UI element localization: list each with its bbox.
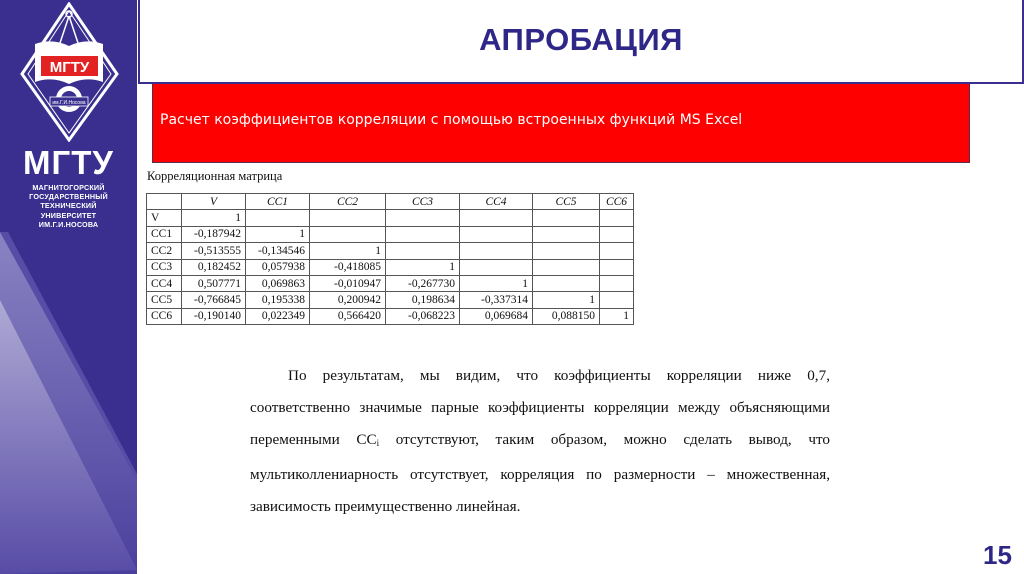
column-header xyxy=(147,194,182,210)
brand-subtitle-line: ГОСУДАРСТВЕННЫЙ xyxy=(29,192,108,202)
paragraph-text-part2: отсутствуют, таким образом, можно сделать вывод, что мультиколлениарность отсутствует, корреляция по размерности – множественная, зависимость преимущественно линейная. xyxy=(250,431,830,515)
table-cell: -0,766845 xyxy=(182,292,246,308)
banner-text: Расчет коэффициентов корреляции с помощью встроенных функций MS Excel xyxy=(160,112,743,128)
table-cell: 1 xyxy=(310,243,386,259)
column-header: CC2 xyxy=(310,194,386,210)
paragraph-subscript: i xyxy=(376,438,380,448)
table-cell: 0,057938 xyxy=(246,259,310,275)
table-cell: 1 xyxy=(182,210,246,226)
column-header: V xyxy=(182,194,246,210)
table-cell xyxy=(533,275,600,291)
table-cell: 1 xyxy=(600,308,634,324)
table-cell: -0,513555 xyxy=(182,243,246,259)
table-cell: 1 xyxy=(386,259,460,275)
table-cell xyxy=(533,226,600,242)
brand-subtitle-line: МАГНИТОГОРСКИЙ xyxy=(32,183,105,192)
column-header: CC6 xyxy=(600,194,634,210)
table-row xyxy=(147,226,634,242)
table-cell xyxy=(460,243,533,259)
row-label: CC6 xyxy=(147,308,182,324)
table-cell xyxy=(246,210,310,226)
table-cell xyxy=(600,210,634,226)
table-cell xyxy=(460,210,533,226)
table-row xyxy=(147,243,634,259)
table-cell xyxy=(600,275,634,291)
table-cell xyxy=(533,259,600,275)
table-header-row xyxy=(147,194,634,210)
table-cell: -0,337314 xyxy=(460,292,533,308)
brand-subtitle-line: ТЕХНИЧЕСКИЙ xyxy=(40,201,97,211)
brand-subtitle-line: ИМ.Г.И.НОСОВА xyxy=(38,219,99,229)
svg-text:им.Г.И.Носова: им.Г.И.Носова xyxy=(52,100,86,106)
table-cell: -0,267730 xyxy=(386,275,460,291)
table-cell xyxy=(460,226,533,242)
page-number: 15 xyxy=(983,540,1012,570)
table-cell xyxy=(386,210,460,226)
university-logo xyxy=(17,2,122,142)
table-cell xyxy=(386,243,460,259)
column-header: CC4 xyxy=(460,194,533,210)
row-label: CC3 xyxy=(147,259,182,275)
table-cell xyxy=(600,226,634,242)
table-cell: 0,566420 xyxy=(310,308,386,324)
table-row xyxy=(147,308,634,324)
table-cell: -0,134546 xyxy=(246,243,310,259)
table-row xyxy=(147,259,634,275)
row-label: CC1 xyxy=(147,226,182,242)
column-header: CC5 xyxy=(533,194,600,210)
table-cell xyxy=(533,243,600,259)
table-cell: 0,088150 xyxy=(533,308,600,324)
table-cell: 0,022349 xyxy=(246,308,310,324)
table-cell: -0,068223 xyxy=(386,308,460,324)
slide-header xyxy=(138,0,1024,84)
table-row xyxy=(147,210,634,226)
row-label: CC2 xyxy=(147,243,182,259)
table-cell: 1 xyxy=(460,275,533,291)
row-label: CC4 xyxy=(147,275,182,291)
brand-subtitle xyxy=(0,183,137,229)
table-cell: 0,182452 xyxy=(182,259,246,275)
slide-title: АПРОБАЦИЯ xyxy=(479,22,683,57)
table-cell: 0,200942 xyxy=(310,292,386,308)
table-cell: -0,187942 xyxy=(182,226,246,242)
table-cell xyxy=(600,243,634,259)
table-cell xyxy=(533,210,600,226)
table-cell: 1 xyxy=(533,292,600,308)
subtitle-banner xyxy=(152,84,970,163)
table-cell: -0,190140 xyxy=(182,308,246,324)
table-cell: 0,195338 xyxy=(246,292,310,308)
table-row xyxy=(147,292,634,308)
brand-title: МГТУ xyxy=(23,144,114,181)
table-cell xyxy=(600,259,634,275)
table-row xyxy=(147,275,634,291)
brand-block xyxy=(0,145,137,229)
table-cell xyxy=(386,226,460,242)
table-cell xyxy=(600,292,634,308)
brand-subtitle-line: УНИВЕРСИТЕТ xyxy=(40,210,97,220)
table-cell xyxy=(310,226,386,242)
table-cell: -0,418085 xyxy=(310,259,386,275)
table-cell: 0,198634 xyxy=(386,292,460,308)
conclusion-paragraph xyxy=(250,360,830,523)
table-cell: -0,010947 xyxy=(310,275,386,291)
paragraph-text-part1: По результатам, мы видим, что коэффициенты корреляции ниже 0,7, соответственно значимые парные коэффициенты корреляции между объясняющими переменными CC xyxy=(250,367,830,448)
table-cell: 0,069684 xyxy=(460,308,533,324)
row-label: V xyxy=(147,210,182,226)
row-label: CC5 xyxy=(147,292,182,308)
svg-text:МГТУ: МГТУ xyxy=(49,59,90,76)
matrix-caption: Корреляционная матрица xyxy=(147,169,283,183)
column-header: CC1 xyxy=(246,194,310,210)
correlation-matrix xyxy=(146,193,634,325)
table-cell: 0,069863 xyxy=(246,275,310,291)
table-cell: 0,507771 xyxy=(182,275,246,291)
table-cell xyxy=(460,259,533,275)
table-cell xyxy=(310,210,386,226)
sidebar xyxy=(0,0,137,574)
table-cell: 1 xyxy=(246,226,310,242)
column-header: CC3 xyxy=(386,194,460,210)
